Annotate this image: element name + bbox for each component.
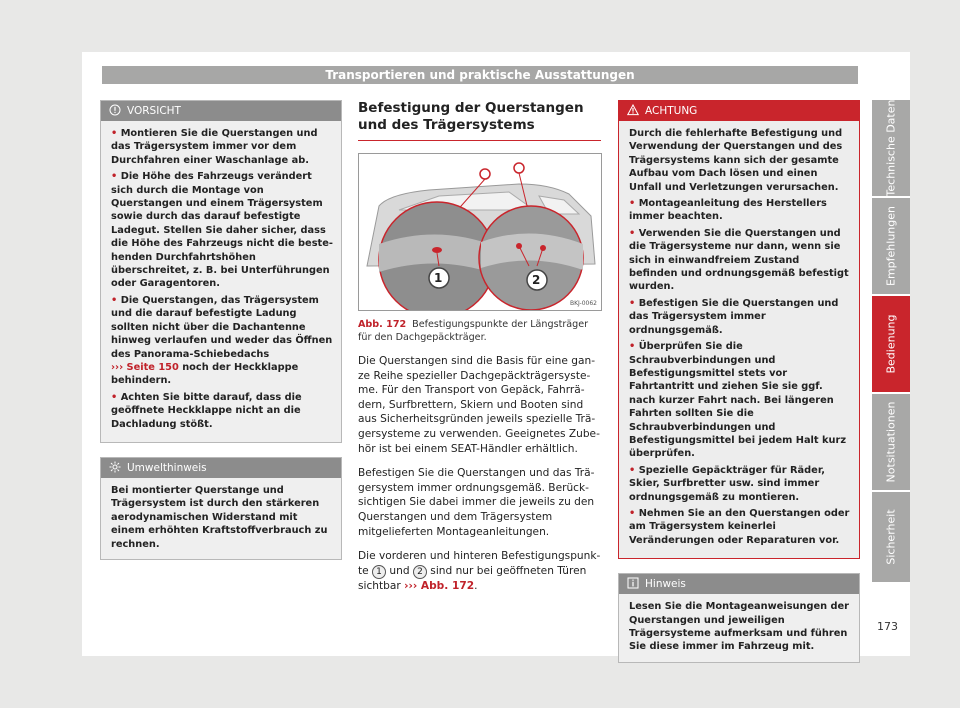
vorsicht-header [101,101,341,121]
page-number: 173 [877,620,898,633]
list-item: • Überprüfen Sie die Schraubverbindungen und Befestigungsmittel stets vor Fahrtantritt und ziehen Sie sie ggf. nach kurzer Fahrt nach. Bei längeren Fahrten sollten Sie die Schraubverbindungen und Befestigungsmittel bei jedem Halt kurz überprüfen. [629,341,847,460]
vorsicht-body [101,121,341,442]
hinweis-box [618,573,860,663]
tab-technische-daten[interactable]: Technische Daten [872,100,910,196]
achtung-header [619,101,859,121]
middle-column [358,100,601,593]
achtung-body [619,121,859,558]
list-item: • Montageanleitung des Herstellers immer beachten. [629,198,827,223]
list-item: • Verwenden Sie die Querstangen und die Trägersysteme nur dann, wenn sie sich in einwandfreiem Zustand befinden und ordnungsgemäß befestigt wurden. [629,227,849,293]
achtung-title: ACHTUNG [645,105,698,117]
tab-sicherheit[interactable]: Sicherheit [872,492,910,582]
tab-notsituationen[interactable]: Notsituationen [872,394,910,490]
umwelt-header [101,458,341,478]
callout-ref-2: 2 [413,565,427,579]
callout-2: 2 [532,273,541,287]
list-item: • Nehmen Sie an den Querstangen oder am Trägersystem keinerlei Veränderungen oder Reparaturen vor. [629,507,850,546]
callout-ref-1: 1 [372,565,386,579]
vorsicht-box [100,100,342,443]
figure-link[interactable]: ››› Abb. 172 [404,579,475,592]
section-title: Befestigung der Querstangen und des Trägersystems [358,100,601,141]
left-column [100,100,342,560]
umwelt-title: Umwelthinweis [127,461,207,474]
list-item: • Die Höhe des Fahrzeugs verändert sich durch die Montage von Querstangen und einem Trägersystem sowie durch das darauf befestigte Ladegut. Stellen Sie daher sicher, dass die Höhe des Fahrzeugs nicht die bestehenden Durchfahrtshöhen überschreitet, z. B. bei Unterführungen oder Garagentoren. [111,171,333,290]
right-column [618,100,860,663]
roof-rack-figure [358,153,602,311]
list-item: • Achten Sie bitte darauf, dass die geöffnete Heckklappe nicht an die Dachladung stößt. [111,391,302,430]
tab-empfehlungen[interactable]: Empfehlungen [872,198,910,294]
tab-bedienung[interactable]: Bedienung [872,296,910,392]
caution-icon [109,104,121,116]
vorsicht-title: VORSICHT [127,105,181,117]
achtung-box [618,100,860,559]
list-item: • Befestigen Sie die Querstangen und das Trägersystem immer ordnungsgemäß. [629,297,839,336]
paragraph: Die Querstangen sind die Basis für eine ganze Reihe spezieller Dachgepäckträgersysteme. Für den Transport von Gepäck, Fahrrädern, Surfbrettern, Skiern und Booten sind aus Sicherheitsgründen jeweils spezielle Trägersysteme zu verwenden. Geeignetes Zubehör ist bei einem SEAT-Händler erhältlich. [358,355,600,455]
paragraph: Die vorderen und hinteren Befestigungspunkte 1 und 2 sind nur bei geöffneten Türen sichtbar ››› Abb. 172. [358,550,601,592]
info-icon [627,577,639,589]
page-link[interactable]: ››› Seite 150 [111,361,179,373]
hinweis-title: Hinweis [645,578,686,591]
hinweis-body: Lesen Sie die Montageanweisungen der Querstangen und jeweiligen Trägersysteme aufmerksam und führen Sie diese immer im Fahrzeug mit. [629,601,849,653]
list-item: • Die Querstangen, das Trägersystem und die darauf befestigte Ladung sollten nicht über die Dachantenne hinweg verlaufen und weder das Öffnen des Panorama-Schiebedachs ››› Seite 150 noch der Heckklappe behindern. [111,294,333,387]
figure-code: BKJ-0062 [569,300,597,307]
list-item: • Spezielle Gepäckträger für Räder, Skier, Surfbretter usw. sind immer ordnungsgemäß zu montieren. [629,464,825,503]
page-header: Transportieren und praktische Ausstattungen [102,66,858,84]
figure-label: Abb. 172 [358,319,407,330]
car-illustration [359,154,601,310]
umwelt-box [100,457,342,560]
warning-icon [627,104,639,116]
figure-caption: Abb. 172 Befestigungspunkte der Längsträger für den Dachgepäckträger. [358,319,589,343]
hinweis-header [619,574,859,594]
umwelt-body: Bei montierter Querstange und Trägersystem ist durch den stärkeren aerodynamischen Widerstand mit einem erhöhten Kraftstoffverbrauch zu rechnen. [111,484,328,550]
callout-1: 1 [434,271,443,285]
list-item: • Montieren Sie die Querstangen und das Trägersystem immer vor dem Durchfahren einer Waschanlage ab. [111,128,318,166]
achtung-intro: Durch die fehlerhafte Befestigung und Verwendung der Querstangen und des Trägersystems kann sich der gesamte Aufbau vom Dach lösen und einen Unfall und Verletzungen verursachen. [629,128,843,193]
paragraph: Befestigen Sie die Querstangen und das Trägersystem immer ordnungsgemäß. Berücksichtigen Sie dabei immer die jeweils zu den Querstangen und dem Trägersystem mitgelieferten Montageanleitungen. [358,467,595,538]
environment-icon [109,461,121,473]
